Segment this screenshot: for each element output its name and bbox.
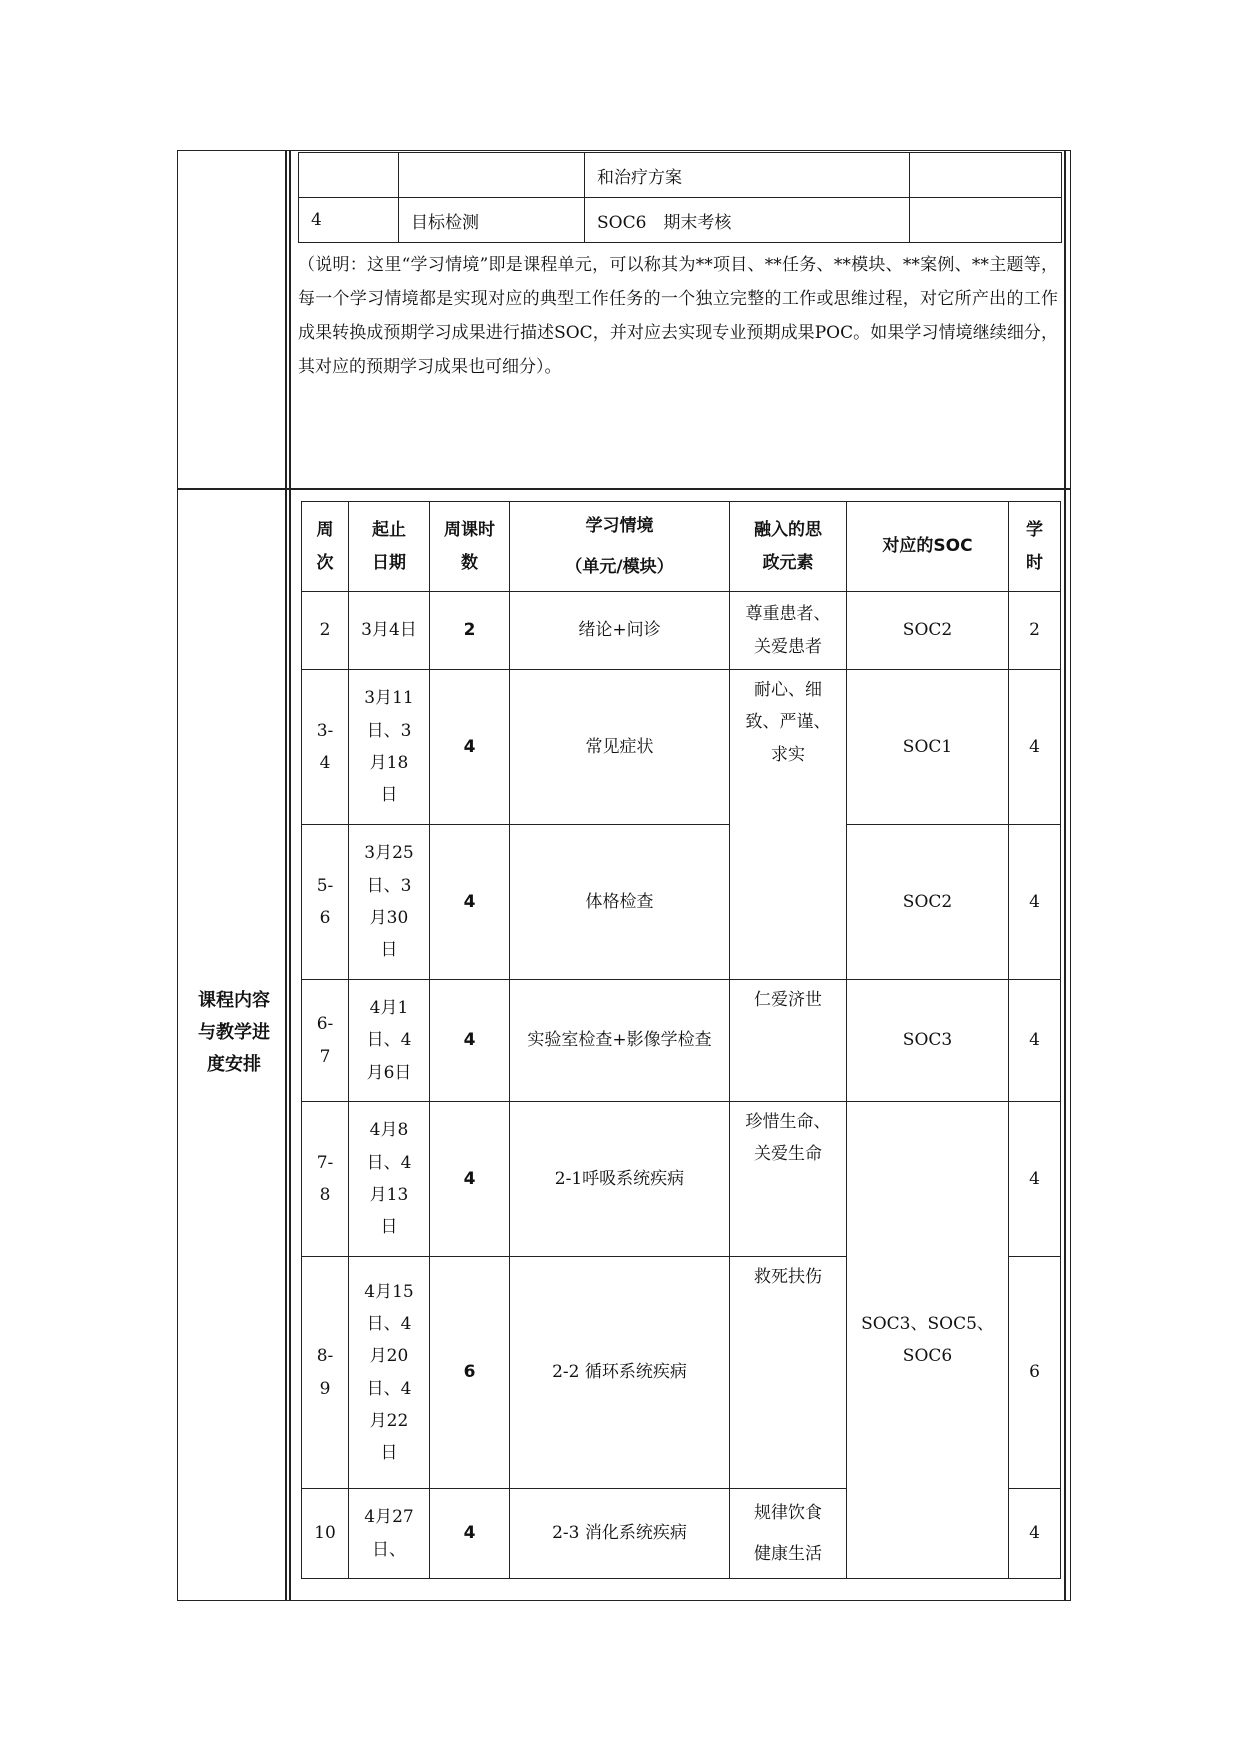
cell-unit: 体格检查 xyxy=(510,825,730,980)
cell-dates: 3月25日、3月30日 xyxy=(349,825,430,980)
cell-ideology: 规律饮食健康生活 xyxy=(730,1489,847,1579)
cell-stage: 目标检测 xyxy=(399,198,585,243)
cell-hours: 4 xyxy=(430,980,510,1102)
table-row xyxy=(299,198,1062,243)
cell-soc: SOC3、SOC5、SOC6 xyxy=(847,1102,1009,1579)
cell-credit: 4 xyxy=(1009,825,1061,980)
cell-week: 10 xyxy=(302,1489,349,1579)
header-soc: 对应的SOC xyxy=(847,502,1009,592)
cell-hours: 4 xyxy=(430,1102,510,1257)
cell-num: 4 xyxy=(299,198,399,243)
header-ideology: 融入的思政元素 xyxy=(730,502,847,592)
cell-extra xyxy=(910,153,1062,198)
explanation-note: （说明：这里“学习情境”即是课程单元，可以称其为**项目、**任务、**模块、**案例、**主题等，每一个学习情境都是实现对应的典型工作任务的一个独立完整的工作或思维过程，对它所产出的工作成果转换成预期学习成果进行描述SOC，并对应去实现专业预期成果POC。如果学习情境继续细分，其对应的预期学习成果也可细分）。 xyxy=(298,255,1058,377)
left-column-divider-2 xyxy=(289,150,291,1601)
cell-credit: 4 xyxy=(1009,1489,1061,1579)
cell-extra xyxy=(910,198,1062,243)
cell-hours: 2 xyxy=(430,592,510,670)
header-unit-line1: 学习情境 xyxy=(585,516,654,537)
cell-ideology: 仁爱济世 xyxy=(730,980,847,1102)
header-unit-line2: （单元/模块） xyxy=(565,556,674,577)
header-credit: 学时 xyxy=(1009,502,1061,592)
cell-dates: 3月11日、3月18日 xyxy=(349,670,430,825)
header-unit xyxy=(510,502,730,592)
table-row xyxy=(302,592,1061,670)
header-dates: 起止日期 xyxy=(349,502,430,592)
header-row xyxy=(302,502,1061,592)
section-label xyxy=(188,985,280,1081)
cell-hours: 4 xyxy=(430,825,510,980)
table-row xyxy=(302,1102,1061,1257)
cell-ideology: 尊重患者、关爱患者 xyxy=(730,592,847,670)
table-row xyxy=(302,825,1061,980)
right-inner-line xyxy=(1064,150,1066,1601)
cell-content: SOC6 期末考核 xyxy=(585,198,910,243)
cell-unit: 实验室检查+影像学检查 xyxy=(510,980,730,1102)
cell-hours: 4 xyxy=(430,670,510,825)
cell-credit: 2 xyxy=(1009,592,1061,670)
cell-dates: 4月8日、4月13日 xyxy=(349,1102,430,1257)
cell-credit: 4 xyxy=(1009,980,1061,1102)
cell-week: 3-4 xyxy=(302,670,349,825)
cell-week: 6-7 xyxy=(302,980,349,1102)
header-week: 周次 xyxy=(302,502,349,592)
cell-hours: 4 xyxy=(430,1489,510,1579)
cell-soc: SOC2 xyxy=(847,592,1009,670)
cell-hours: 6 xyxy=(430,1257,510,1489)
cell-ideology: 耐心、细致、严谨、求实 xyxy=(730,670,847,980)
schedule-table xyxy=(301,501,1061,1579)
cell-unit: 2-1呼吸系统疾病 xyxy=(510,1102,730,1257)
left-column-divider xyxy=(285,150,287,1601)
table-row xyxy=(302,670,1061,825)
goal-table xyxy=(298,152,1062,243)
cell-week: 5-6 xyxy=(302,825,349,980)
section-label-text: 课程内容与教学进度安排 xyxy=(198,990,270,1075)
cell-dates: 4月27日、 xyxy=(349,1489,430,1579)
cell-ideology: 珍惜生命、关爱生命 xyxy=(730,1102,847,1257)
cell-credit: 4 xyxy=(1009,1102,1061,1257)
cell-unit: 绪论+问诊 xyxy=(510,592,730,670)
cell-num xyxy=(299,153,399,198)
cell-stage xyxy=(399,153,585,198)
cell-unit: 常见症状 xyxy=(510,670,730,825)
cell-week: 8-9 xyxy=(302,1257,349,1489)
cell-unit: 2-3 消化系统疾病 xyxy=(510,1489,730,1579)
cell-dates: 4月1日、4月6日 xyxy=(349,980,430,1102)
header-hours: 周课时数 xyxy=(430,502,510,592)
section-divider xyxy=(177,488,1071,490)
cell-credit: 4 xyxy=(1009,670,1061,825)
cell-ideology: 救死扶伤 xyxy=(730,1257,847,1489)
cell-credit: 6 xyxy=(1009,1257,1061,1489)
table-row xyxy=(302,980,1061,1102)
cell-week: 2 xyxy=(302,592,349,670)
cell-soc: SOC2 xyxy=(847,825,1009,980)
cell-week: 7-8 xyxy=(302,1102,349,1257)
table-row xyxy=(299,153,1062,198)
cell-content: 和治疗方案 xyxy=(585,153,910,198)
cell-unit: 2-2 循环系统疾病 xyxy=(510,1257,730,1489)
cell-soc: SOC3 xyxy=(847,980,1009,1102)
cell-dates: 4月15日、4月20日、4月22日 xyxy=(349,1257,430,1489)
cell-soc: SOC1 xyxy=(847,670,1009,825)
cell-dates: 3月4日 xyxy=(349,592,430,670)
